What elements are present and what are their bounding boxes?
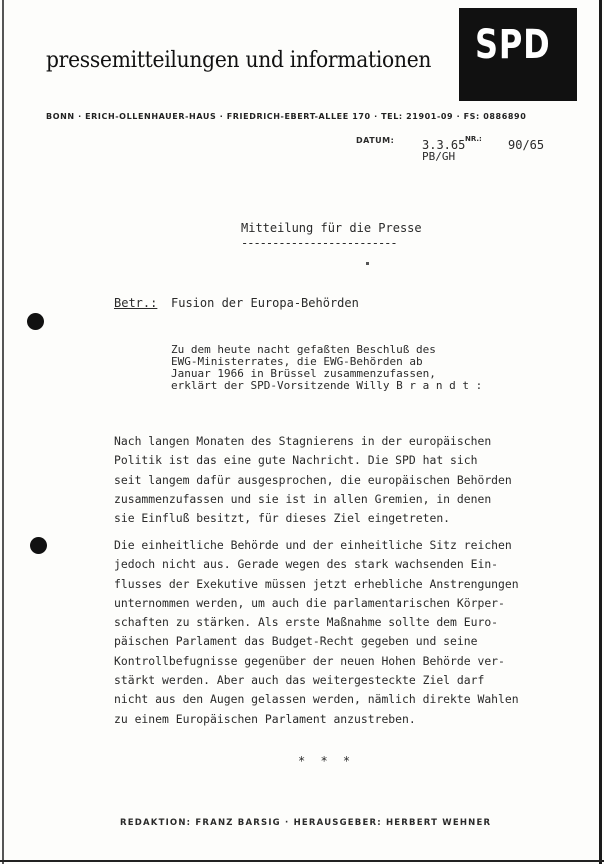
- intro-line: Zu dem heute nacht gefaßten Beschluß des: [171, 343, 436, 356]
- document-heading: Mitteilung für die Presse: [241, 221, 422, 235]
- paragraph-2: [114, 536, 519, 729]
- stray-mark: [366, 262, 369, 265]
- page-edge-right: [599, 0, 602, 864]
- spd-logo: [459, 8, 577, 101]
- nr-label: NR.:: [465, 135, 482, 143]
- closing-stars: * * *: [298, 754, 355, 768]
- text-line: nicht aus den Augen gelassen werden, nämlich direkte Wahlen: [114, 692, 519, 707]
- text-line: jedoch nicht aus. Gerade wegen des stark wachsenden Ein-: [114, 557, 499, 572]
- text-line: Politik ist das eine gute Nachricht. Die SPD hat sich: [114, 453, 478, 468]
- page-edge-bottom: [0, 860, 604, 862]
- intro-line: EWG-Ministerrates, die EWG-Behörden ab: [171, 355, 423, 368]
- page-edge-left: [2, 0, 4, 864]
- subject-label: Betr.:: [114, 296, 158, 310]
- intro-line: Januar 1966 in Brüssel zusammenzufassen,: [171, 367, 436, 380]
- subject-value: Fusion der Europa-Behörden: [171, 296, 359, 310]
- punch-hole: [27, 313, 44, 330]
- text-line: sie Einfluß besitzt, für dieses Ziel eingetreten.: [114, 511, 451, 526]
- text-line: Die einheitliche Behörde und der einheitliche Sitz reichen: [114, 538, 512, 552]
- datum-label: DATUM:: [356, 136, 395, 145]
- text-line: päischen Parlament das Budget-Recht gegeben und seine: [114, 634, 478, 649]
- paragraph-1: [114, 432, 512, 528]
- heading-underline: -------------------------: [241, 236, 397, 250]
- text-line: schaften zu stärken. Als erste Maßnahme sollte dem Euro-: [114, 615, 499, 630]
- datum-value: 3.3.65: [422, 138, 466, 152]
- text-line: stärkt werden. Aber auch das weitergesteckte Ziel darf: [114, 673, 485, 688]
- text-line: seit langem dafür ausgesprochen, die europäischen Behörden: [114, 472, 512, 487]
- punch-hole: [30, 537, 47, 554]
- text-line: unternommen werden, um auch die parlamentarischen Körper-: [114, 595, 505, 610]
- intro-line: erklärt der SPD-Vorsitzende Willy B r a n d t :: [171, 379, 483, 392]
- author-initials: PB/GH: [422, 150, 456, 163]
- nr-value: 90/65: [508, 138, 545, 152]
- letterhead-title: pressemitteilungen und informationen: [46, 48, 432, 73]
- text-line: Kontrollbefugnisse gegenüber der neuen Hohen Behörde ver-: [114, 653, 505, 668]
- text-line: zu einem Europäischen Parlament anzustreben.: [114, 711, 416, 726]
- text-line: Nach langen Monaten des Stagnierens in der europäischen: [114, 434, 492, 448]
- text-line: zusammenzufassen und sie ist in allen Gremien, in denen: [114, 491, 492, 506]
- text-line: flusses der Exekutive müssen jetzt erhebliche Anstrengungen: [114, 576, 519, 591]
- letterhead-address: BONN · ERICH-OLLENHAUER-HAUS · FRIEDRICH-EBERT-ALLEE 170 · TEL: 21901-09 · FS: 0886890: [46, 112, 527, 121]
- spd-logo-text: SPD: [475, 22, 551, 68]
- intro-block: [171, 344, 482, 392]
- footer-credits: REDAKTION: FRANZ BARSIG · HERAUSGEBER: HERBERT WEHNER: [120, 818, 492, 828]
